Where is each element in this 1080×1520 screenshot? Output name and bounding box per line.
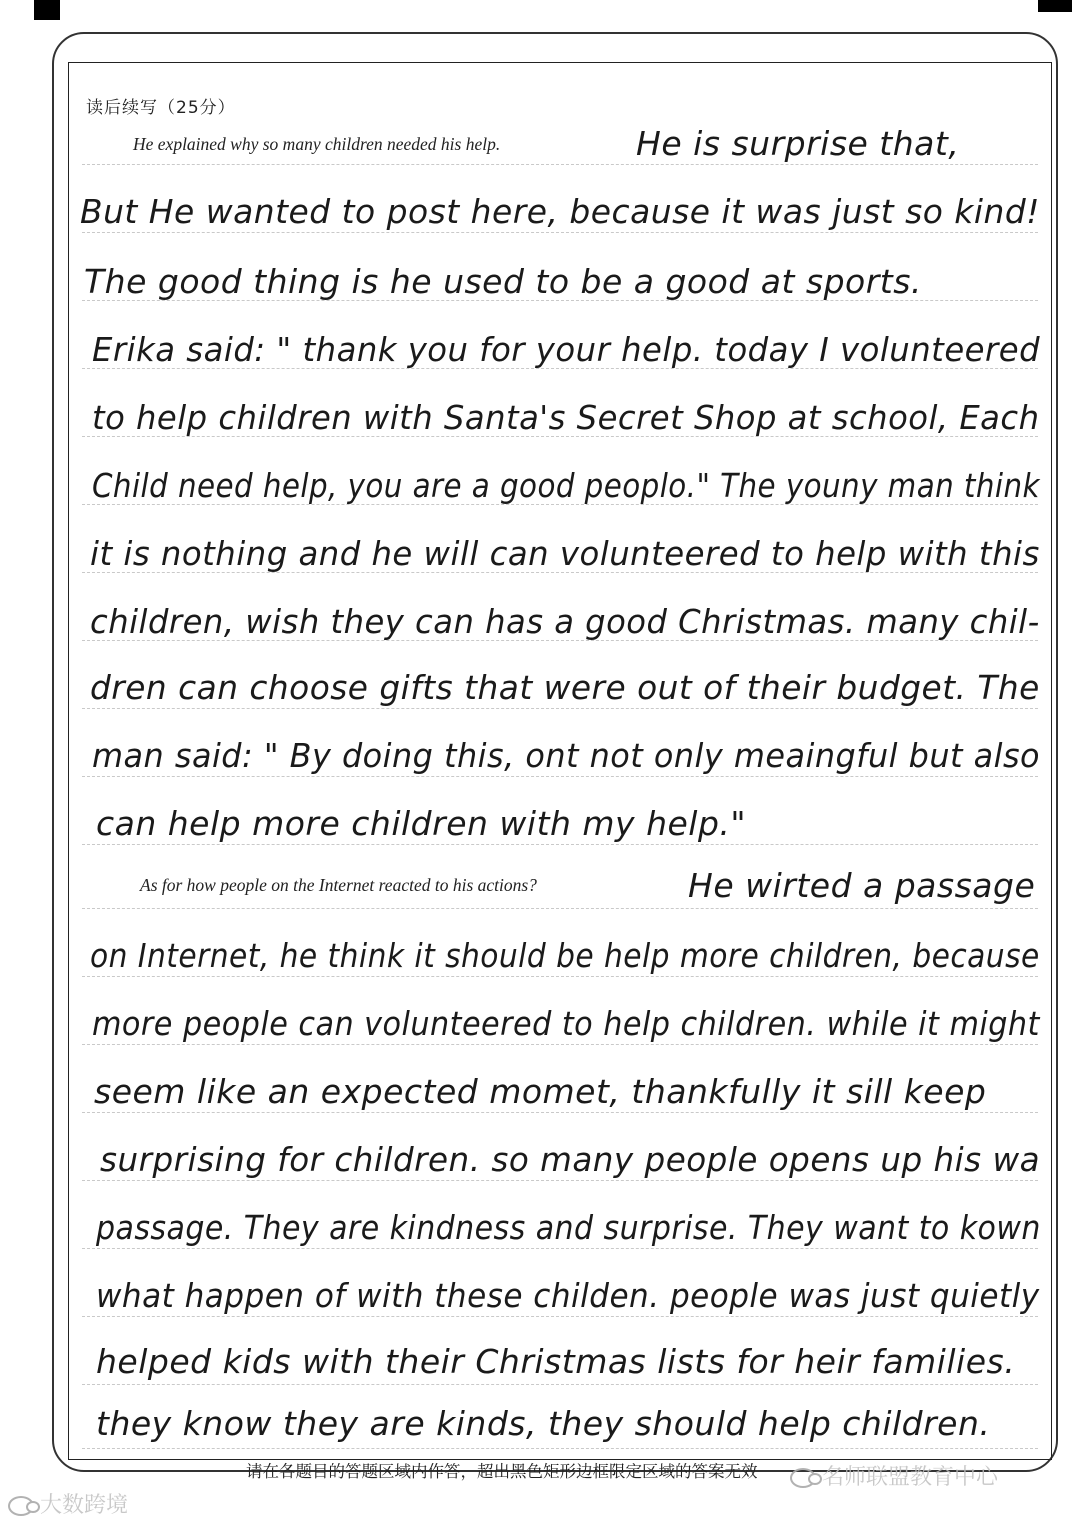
handwritten-line: it is nothing and he will can volunteered to help with this (90, 534, 1040, 573)
handwritten-line: surprising for children. so many people opens up his wa (100, 1140, 1041, 1179)
ruled-line (82, 844, 1038, 845)
footer-instruction: 请在各题目的答题区域内作答，超出黑色矩形边框限定区域的答案无效 (246, 1462, 758, 1481)
ruled-line (82, 164, 1038, 165)
handwritten-line: He wirted a passage (688, 866, 1036, 905)
handwritten-line: The good thing is he used to be a good at sports. (84, 262, 922, 301)
chat-bubble-icon (790, 1468, 816, 1488)
ruled-line (82, 976, 1038, 977)
ruled-line (82, 232, 1038, 233)
section-title: 读后续写（25分） (86, 98, 236, 118)
ruled-line (82, 1044, 1038, 1045)
handwritten-line: can help more children with my help." (96, 804, 747, 843)
paragraph1-prompt: He explained why so many children needed his help. (133, 134, 501, 154)
watermark-left (8, 1488, 128, 1519)
handwritten-line: Child need help, you are a good peoplo." The youny man think (92, 466, 1040, 505)
registration-mark-right (1038, 0, 1072, 12)
chat-bubble-icon (8, 1496, 34, 1516)
watermark-left-text: 大数跨境 (40, 1493, 129, 1518)
handwritten-line: But He wanted to post here, because it was just so kind! (80, 192, 1040, 231)
ruled-line (82, 1112, 1038, 1113)
ruled-line (82, 1448, 1038, 1449)
ruled-line (82, 1248, 1038, 1249)
handwritten-line: Erika said: " thank you for your help. today I volunteered (92, 330, 1041, 369)
handwritten-line: what happen of with these childen. people was just quietly (96, 1276, 1040, 1315)
ruled-line (82, 776, 1038, 777)
watermark-right (790, 1460, 998, 1491)
handwritten-line: dren can choose gifts that were out of their budget. The (90, 668, 1040, 707)
handwritten-line: more people can volunteered to help children. while it might (92, 1004, 1040, 1043)
ruled-line (82, 708, 1038, 709)
handwritten-line: they know they are kinds, they should help children. (96, 1404, 991, 1443)
ruled-line (82, 1384, 1038, 1385)
ruled-line (82, 1316, 1038, 1317)
ruled-line (82, 908, 1038, 909)
handwritten-line: helped kids with their Christmas lists for heir families. (96, 1342, 1016, 1381)
handwritten-line: to help children with Santa's Secret Shop at school, Each (92, 398, 1040, 437)
ruled-line (82, 1180, 1038, 1181)
paragraph2-prompt: As for how people on the Internet reacted to his actions? (140, 875, 537, 895)
handwritten-line: on Internet, he think it should be help more children, because (90, 936, 1040, 975)
handwritten-line: seem like an expected momet, thankfully it sill keep (94, 1072, 987, 1111)
handwritten-line: passage. They are kindness and surprise. They want to kown (96, 1208, 1041, 1247)
registration-mark-left (34, 0, 60, 20)
handwritten-line: man said: " By doing this, ont not only meaingful but also (92, 736, 1041, 775)
handwritten-line: children, wish they can has a good Christmas. many chil- (90, 602, 1040, 641)
handwritten-line: He is surprise that, (636, 124, 960, 163)
watermark-right-text: 名师联盟教育中心 (822, 1465, 999, 1490)
